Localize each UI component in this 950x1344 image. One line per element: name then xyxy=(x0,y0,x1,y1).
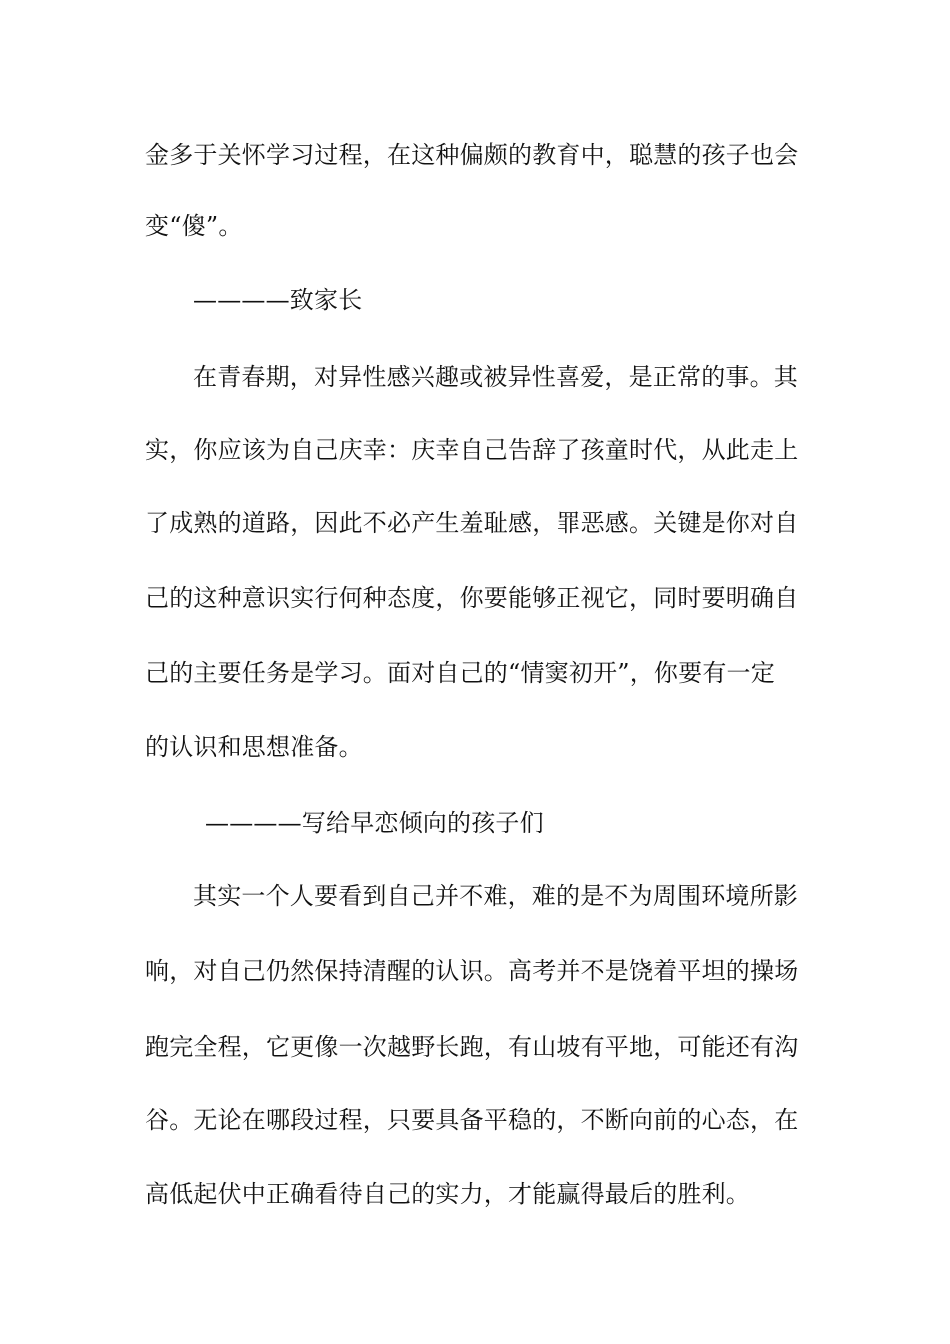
paragraph-line: 了成熟的道路，因此不必产生羞耻感，罪恶感。关键是你对自 xyxy=(145,509,799,537)
paragraph-line: 谷。无论在哪段过程，只要具备平稳的，不断向前的心态，在 xyxy=(145,1106,799,1134)
signature-line: ————写给早恋倾向的孩子们 xyxy=(205,809,544,837)
paragraph-line: 金多于关怀学习过程，在这种偏颇的教育中，聪慧的孩子也会 xyxy=(145,141,799,169)
paragraph-line: 响，对自己仍然保持清醒的认识。高考并不是饶着平坦的操场 xyxy=(145,957,799,985)
paragraph-line: 其实一个人要看到自己并不难，难的是不为周围环境所影 xyxy=(193,882,798,910)
paragraph-line: 己的主要任务是学习。面对自己的“情窦初开”，你要有一定 xyxy=(145,659,775,687)
paragraph-line: 高低起伏中正确看待自己的实力，才能赢得最后的胜利。 xyxy=(145,1180,750,1208)
paragraph-line: 实，你应该为自己庆幸：庆幸自己告辞了孩童时代，从此走上 xyxy=(145,436,799,464)
paragraph-line: 的认识和思想准备。 xyxy=(145,733,363,761)
paragraph-line: 变“傻”。 xyxy=(145,212,243,240)
paragraph-line: 跑完全程，它更像一次越野长跑，有山坡有平地，可能还有沟 xyxy=(145,1033,799,1061)
paragraph-line: 己的这种意识实行何种态度，你要能够正视它，同时要明确自 xyxy=(145,584,799,612)
paragraph-line: 在青春期，对异性感兴趣或被异性喜爱，是正常的事。其 xyxy=(193,363,798,391)
signature-line: ————致家长 xyxy=(193,286,363,314)
